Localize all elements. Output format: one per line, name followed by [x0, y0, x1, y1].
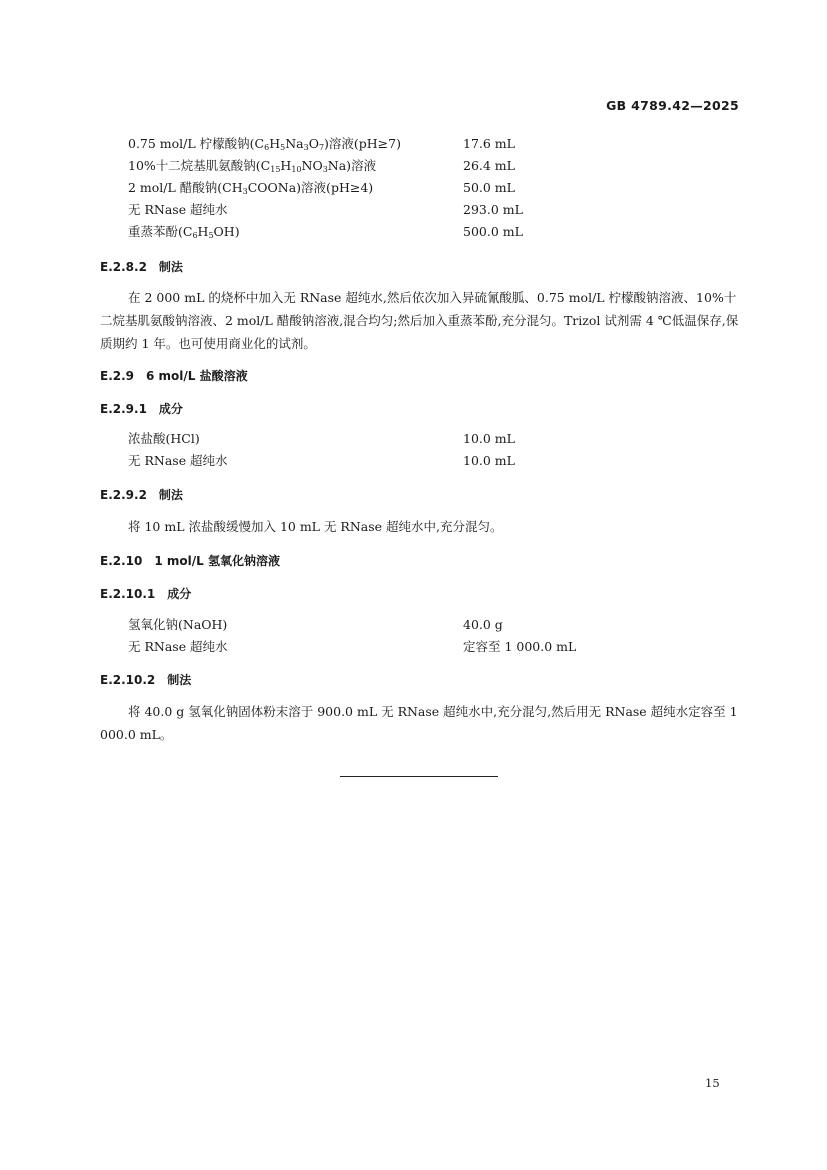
standard-number: GB 4789.42—2025: [606, 98, 739, 113]
reagent-name: 无 RNase 超纯水: [128, 453, 228, 468]
section-heading-e29: [100, 367, 248, 385]
section-title: 6 mol/L 盐酸溶液: [146, 369, 248, 383]
section-title: 1 mol/L 氢氧化钠溶液: [154, 554, 280, 568]
section-number: E.2.10.2: [100, 673, 156, 687]
reagent-name: 10%十二烷基肌氨酸钠$(C_{15}H_{10}NO_3Na)$溶液: [128, 158, 377, 174]
table-row: [128, 429, 728, 449]
reagent-amount: 500.0 mL: [463, 224, 523, 239]
section-title: 成分: [167, 587, 192, 601]
section-heading-e210: [100, 552, 280, 570]
reagent-amount: 10.0 mL: [463, 431, 515, 446]
section-heading-e291: [100, 400, 183, 418]
section-number: E.2.10.1: [100, 587, 156, 601]
table-row: [128, 134, 728, 154]
section-number: E.2.9.2: [100, 488, 147, 502]
section-heading-e292: [100, 486, 183, 504]
section-title: 制法: [158, 488, 183, 502]
table-row: [128, 178, 728, 198]
section-number: E.2.10: [100, 554, 143, 568]
table-row: [128, 615, 728, 635]
reagent-amount: 293.0 mL: [463, 202, 523, 217]
section-number: E.2.8.2: [100, 260, 147, 274]
section-heading-e2101: [100, 585, 191, 603]
reagent-name: 重蒸苯酚$(C_6H_5OH)$: [128, 224, 240, 240]
end-rule: [340, 776, 498, 777]
section-title: 制法: [167, 673, 192, 687]
reagent-name: 浓盐酸(HCl): [128, 431, 200, 446]
paragraph: 在 2 000 mL 的烧杯中加入无 RNase 超纯水,然后依次加入异硫氰酸胍、0.75 mol/L 柠檬酸钠溶液、10%十二烷基肌氨酸钠溶液、2 mol/L 醋酸钠溶液,混合均匀;然后加入重蒸苯酚,充分混匀。Trizol 试剂需 4 ℃低温保存,保质期约 1 年。也可使用商业化的试剂。: [100, 290, 739, 351]
reagent-amount: 50.0 mL: [463, 180, 515, 195]
reagent-amount: 40.0 g: [463, 617, 503, 632]
reagent-name: 无 RNase 超纯水: [128, 639, 228, 654]
section-title: 成分: [158, 402, 183, 416]
page-number: 15: [705, 1076, 720, 1090]
table-row: [128, 637, 728, 657]
section-title: 制法: [158, 260, 183, 274]
section-heading-e282: [100, 258, 183, 276]
table-row: [128, 222, 728, 242]
paragraph: 将 40.0 g 氢氧化钠固体粉末溶于 900.0 mL 无 RNase 超纯水中,充分混匀,然后用无 RNase 超纯水定容至 1 000.0 mL。: [100, 704, 738, 742]
reagent-amount: 26.4 mL: [463, 158, 515, 173]
section-number: E.2.9: [100, 369, 135, 383]
reagent-amount: 10.0 mL: [463, 453, 515, 468]
reagent-amount: 17.6 mL: [463, 136, 515, 151]
table-row: [128, 156, 728, 176]
table-row: [128, 200, 728, 220]
reagent-name: 无 RNase 超纯水: [128, 202, 228, 217]
reagent-name: 氢氧化钠(NaOH): [128, 617, 228, 632]
reagent-amount: 定容至 1 000.0 mL: [463, 639, 577, 654]
section-heading-e2102: [100, 671, 191, 689]
table-row: [128, 451, 728, 471]
section-number: E.2.9.1: [100, 402, 147, 416]
reagent-name: 0.75 mol/L 柠檬酸钠$(C_6H_5Na_3O_7)$溶液(pH≥7): [128, 136, 401, 152]
paragraph: 将 10 mL 浓盐酸缓慢加入 10 mL 无 RNase 超纯水中,充分混匀。: [128, 519, 503, 534]
reagent-name: 2 mol/L 醋酸钠$(CH_3COONa)$溶液(pH≥4): [128, 180, 374, 196]
